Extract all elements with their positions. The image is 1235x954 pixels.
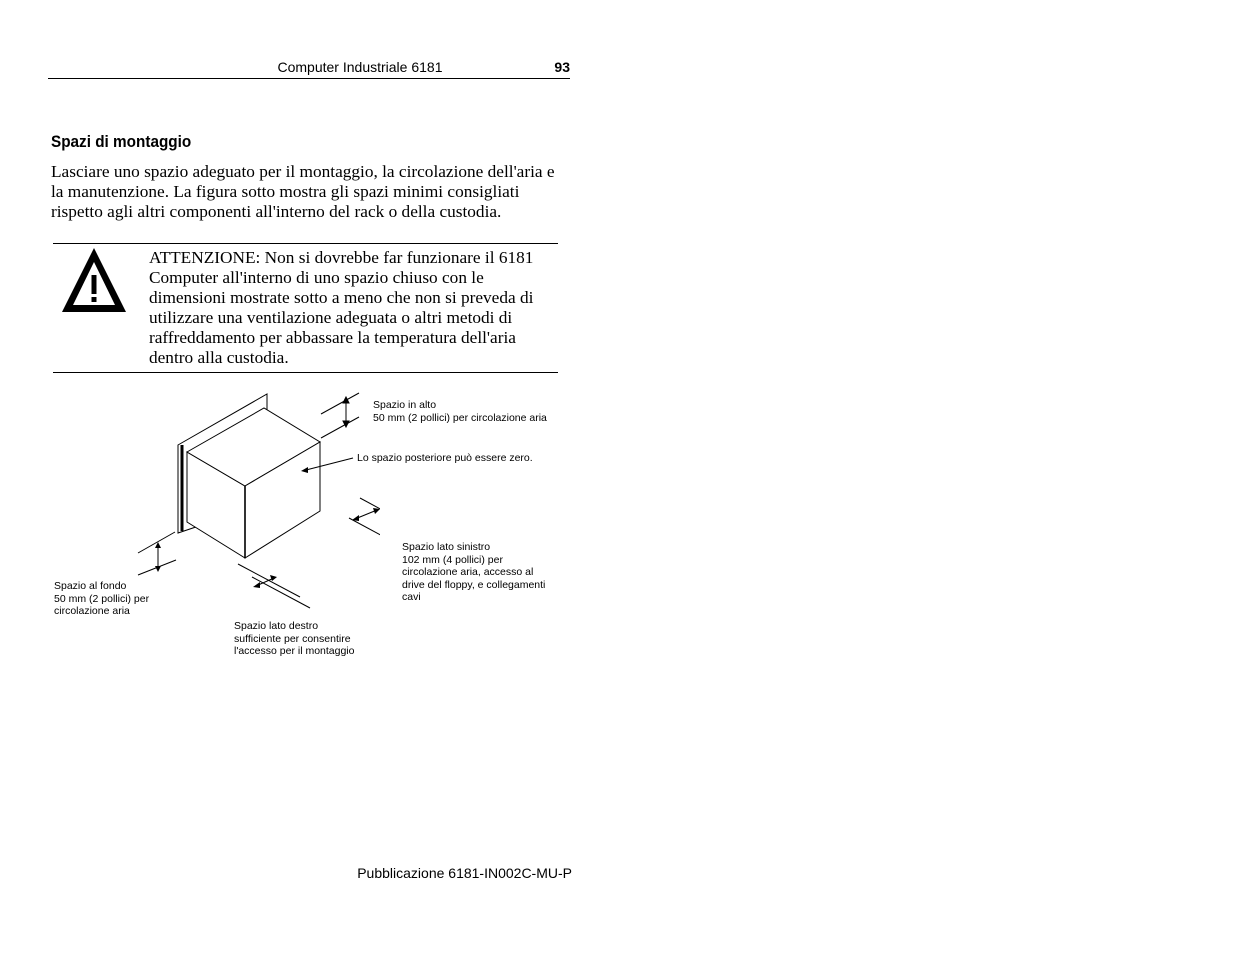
running-header-title: Computer Industriale 6181 [277, 59, 443, 75]
warning-text: ATTENZIONE: Non si dovrebbe far funzionare il 6181 Computer all'interno di uno spazio chiuso con le dimensioni mostrate sotto a meno che non si preveda di utilizzare una ventilazione adeguata o altri metodi di raffreddamento per abbassare la temperatura dell'aria dentro alla custodia. [149, 248, 534, 367]
header-rule [48, 78, 570, 79]
page-number: 93 [554, 59, 570, 75]
left-clearance-label: Spazio lato sinistro 102 mm (4 pollici) per circolazione aria, accesso al drive del floppy, e collegamenti cavi [402, 541, 546, 603]
top-clearance-label: Spazio in alto 50 mm (2 pollici) per circolazione aria [373, 399, 547, 424]
mounting-clearance-diagram [130, 390, 380, 625]
intro-paragraph: Lasciare uno spazio adeguato per il montaggio, la circolazione dell'aria e la manutenzione. La figura sotto mostra gli spazi minimi consigliati rispetto agli altri componenti all'interno del rack o della custodia. [51, 162, 555, 221]
right-clearance-label: Spazio lato destro sufficiente per consentire l'accesso per il montaggio [234, 620, 355, 657]
rear-clearance-label: Lo spazio posteriore può essere zero. [357, 452, 533, 464]
warning-rule-top [53, 243, 558, 244]
bottom-clearance-label: Spazio al fondo 50 mm (2 pollici) per circolazione aria [54, 580, 150, 617]
section-heading: Spazi di montaggio [51, 132, 192, 151]
warning-rule-bottom [53, 372, 558, 373]
footer-publication-number: Pubblicazione 6181-IN002C-MU-P [357, 865, 572, 881]
warning-triangle-icon [60, 246, 128, 314]
